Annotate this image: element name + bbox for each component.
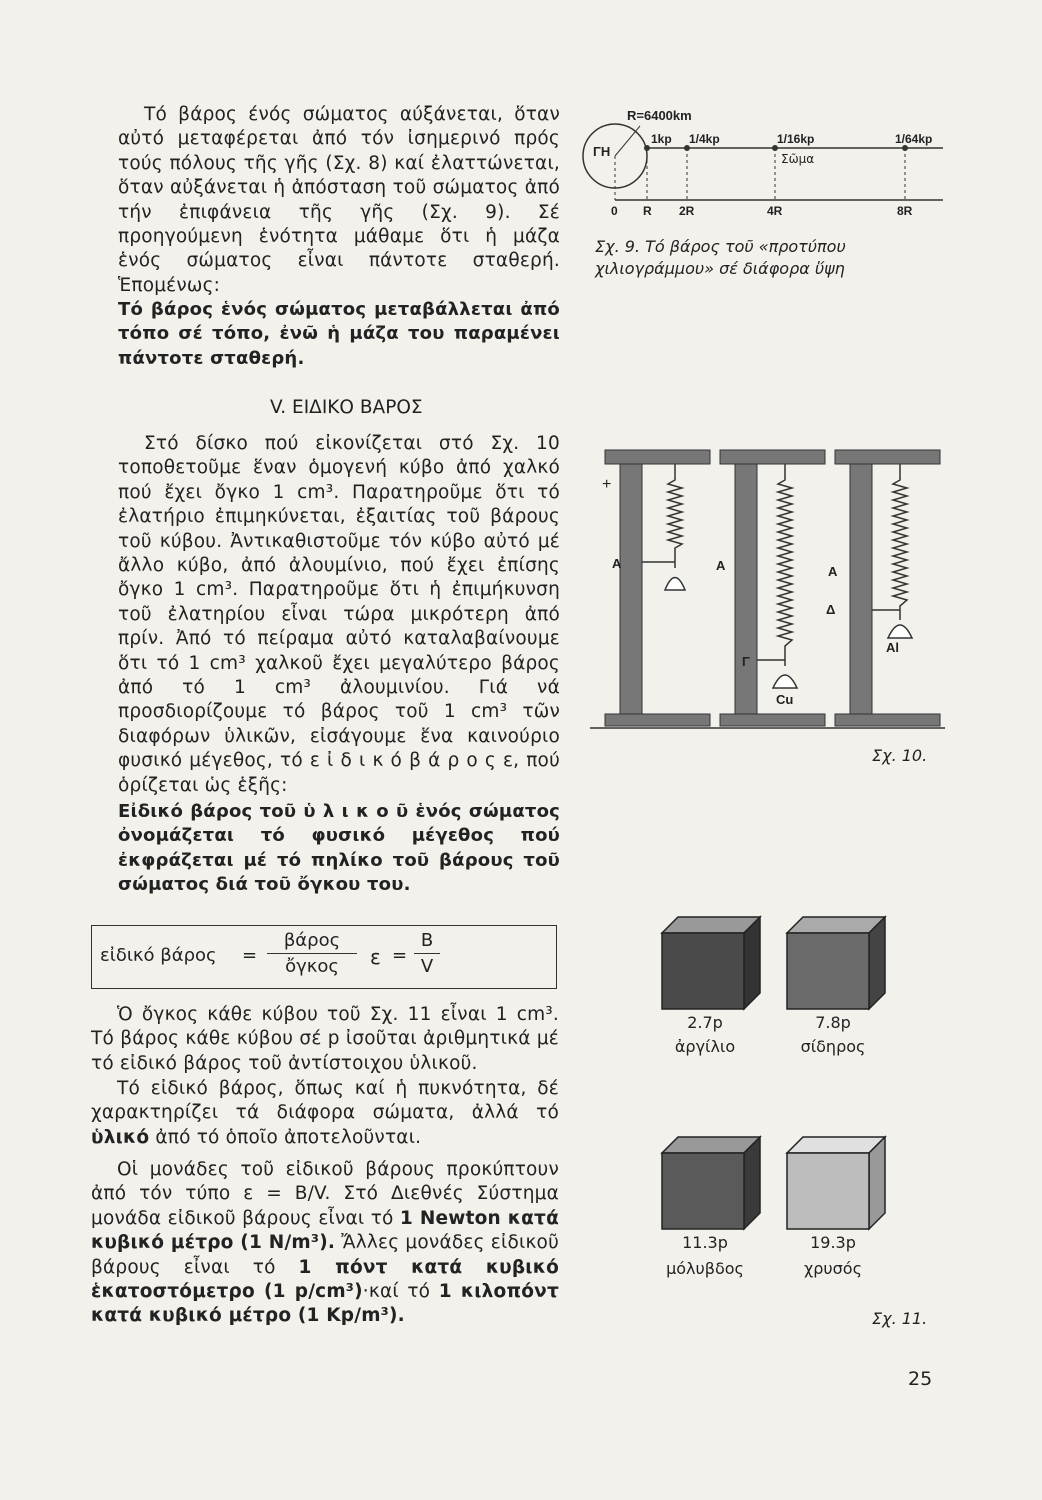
paragraph-weight-variation: Τό βάρος ένός σώματος αύξάνεται, ὅταν αὐτό μεταφέρεται ἀπό τόν ἰσημερινό πρός τούς πόλους τῆς γῆς (Σχ. 8) καί ἐλαττώνεται, ὅταν αὐξάνεται ἡ ἀπόσταση τοῦ σώματος ἀπό τήν ἐπιφάνεια τῆς γῆς (Σχ. 9). Σέ προηγούμενη ἑνότητα μάθαμε ὅτι ἡ μάζα ἑνός σώματος εἶναι πάντοτε σταθερή. Ἑπομένως:	[118, 104, 560, 296]
units-e: ·καί τό	[362, 1281, 431, 1303]
fig10-al-label: Al	[886, 640, 899, 655]
definition-end: ἑνός σώματος ὀνομάζεται τό φυσικό μέγεθος πού ἐκφράζεται μέ τό πηλίκο τοῦ βάρους τοῦ σώματος διά τοῦ ὄγκου του.	[118, 801, 561, 896]
cube-iron	[785, 915, 895, 1015]
fig11-caption: Σχ. 11.	[872, 1309, 928, 1328]
figure-9	[575, 100, 945, 290]
paragraph-material	[91, 1077, 559, 1150]
fig10-caption: Σχ. 10.	[872, 746, 928, 765]
fig9-weight-2: 1/4kp	[689, 132, 720, 146]
figure-10-diagram	[580, 440, 950, 740]
fig9-caption-num: Σχ. 9.	[595, 237, 641, 256]
formula-numerator-b: B	[414, 930, 440, 954]
fig10-a2: A	[716, 558, 726, 573]
fig10-delta: Δ	[826, 602, 836, 617]
figure-10	[580, 440, 950, 780]
page-number: 25	[908, 1368, 933, 1390]
fig9-caption-text: Τό βάρος τοῦ «προτύπου χιλιογράμμου» σέ διάφορα ὕψη	[595, 237, 846, 278]
cube-aluminium	[660, 915, 770, 1015]
fig10-cu-label: Cu	[776, 692, 794, 707]
formula-equals-1: =	[242, 945, 258, 966]
cube4-value: 19.3p	[810, 1233, 856, 1252]
units-a: Οἱ μονάδες τοῦ εἰδικοῦ βάρους προκύπτουν ἀπό τόν τύπο ε = B/V. Στό Διεθνές Σύστημα μονάδα εἰδικοῦ βάρους εἶναι τό	[91, 1159, 559, 1229]
formula-fraction-words	[267, 930, 357, 977]
units-c: Ἄλλες μονάδες εἰδικοῦ βάρους εἶναι τό	[91, 1232, 559, 1278]
cube3-name: μόλυβδος	[666, 1259, 744, 1278]
fig10-a1: A	[612, 556, 622, 571]
paragraph-experiment-end: ε, πού ὁρίζεται ὡς ἑξῆς:	[118, 750, 560, 796]
cube2-value: 7.8p	[815, 1013, 851, 1032]
fig9-tick-2r: 2R	[679, 204, 695, 218]
paragraph-units	[91, 1158, 559, 1329]
fig10-a3: A	[828, 564, 838, 579]
section-heading: V. ΕΙΔΙΚΟ ΒΑΡΟΣ	[270, 397, 423, 418]
formula-symbol: ε	[370, 945, 381, 969]
fig9-body-label: Σῶμα	[781, 152, 815, 166]
figure-11	[640, 905, 940, 1335]
paragraph-material-bold: ὑλικό	[91, 1126, 150, 1148]
fig9-earth-label: ΓΗ	[593, 144, 611, 159]
paragraph-cube-volume: Ὁ ὄγκος κάθε κύβου τοῦ Σχ. 11 εἶναι 1 cm³. Τό βάρος κάθε κύβου σέ p ἰσοῦται ἀριθμητικά μέ τό εἰδικό βάρος τοῦ ἀντίστοιχου ὑλικοῦ.	[91, 1004, 559, 1074]
cube4-name: χρυσός	[804, 1259, 862, 1278]
formula-numerator: βάρος	[267, 930, 357, 954]
fig9-radius: R=6400km	[627, 108, 692, 123]
formula-lhs: εἰδικό βάρος	[100, 945, 217, 966]
paragraph-experiment-text: Στό δίσκο πού εἰκονίζεται στό Σχ. 10 τοποθετοῦμε ἕναν ὁμογενή κύβο ἀπό χαλκό πού ἔχει ὄγκο 1 cm³. Παρατηροῦμε ὅτι τό ἐλατήριο ἐπιμηκύνεται, ἐξαιτίας τοῦ βάρους τοῦ κύβου. Ἀντικαθιστοῦμε τόν κύβο αὐτό μέ ἄλλο κύβο, ἀπό ἀλουμίνιο, πού ἔχει ἐπίσης ὄγκο 1 cm³. Παρατηροῦμε ὅτι ἡ ἐπιμήκυνση τοῦ ἐλατηρίου εἶναι τώρα μικρότερη ἀπό πρίν. Ἀπό τό πείραμα αὐτό καταλαβαίνουμε ὅτι τό 1 cm³ χαλκοῦ ἔχει μεγαλύτερο βάρος ἀπό τό 1 cm³ ἀλουμινίου. Γιά νά προσδιορίζουμε τό βάρος τοῦ 1 cm³ τῶν διαφόρων ὑλικῶν, εἰσάγουμε ἕνα καινούριο φυσικό μέγεθος, τό	[118, 433, 560, 772]
spaced-term: ε ἰ δ ι κ ό β ά ρ ο ς	[309, 750, 496, 772]
formula-equals-2: =	[392, 945, 408, 966]
bold-statement: Τό βάρος ἑνός σώματος μεταβάλλεται ἀπό τόπο σέ τόπο, ἐνῶ ἡ μάζα του παραμένει πάντοτε σταθερή.	[118, 299, 560, 369]
fig9-tick-r: R	[643, 204, 652, 218]
formula-box	[91, 925, 557, 989]
cube-gold	[785, 1135, 895, 1235]
cube3-value: 11.3p	[682, 1233, 728, 1252]
units-f: 1 κιλοπόντ κατά κυβικό μέτρο (1 Kp/m³).	[91, 1281, 559, 1327]
fig10-plus: +	[602, 476, 612, 493]
units-b: 1 Newton κατά κυβικό μέτρο (1 N/m³).	[91, 1207, 559, 1254]
cube1-value: 2.7p	[687, 1013, 723, 1032]
paragraph-experiment	[118, 432, 560, 798]
formula-denominator: ὄγκος	[285, 956, 339, 977]
fig10-gamma: Γ	[742, 654, 750, 669]
fig9-tick-8r: 8R	[897, 204, 913, 218]
formula-fraction-symbols	[414, 930, 440, 977]
fig9-caption	[595, 236, 945, 280]
fig9-tick-4r: 4R	[767, 204, 783, 218]
definition-spaced: ὑ λ ι κ ο ῦ	[303, 801, 409, 822]
cube-lead	[660, 1135, 770, 1235]
units-d: 1 πόντ κατά κυβικό ἑκατοστόμετρο (1 p/cm³)	[91, 1256, 559, 1303]
formula-denominator-v: V	[420, 956, 434, 977]
fig9-weight-3: 1/16kp	[777, 132, 815, 146]
cube2-name: σίδηρος	[800, 1037, 866, 1056]
paragraph-material-start: Τό εἰδικό βάρος, ὅπως καί ἡ πυκνότητα, δέ χαρακτηρίζει τά διάφορα σώματα, ἀλλά τό	[91, 1078, 559, 1124]
fig9-weight-1: 1kp	[651, 132, 672, 146]
definition-start: Εἰδικό βάρος τοῦ	[118, 801, 297, 822]
definition	[118, 800, 560, 898]
fig9-weight-4: 1/64kp	[895, 132, 933, 146]
cube1-name: ἀργίλιο	[674, 1037, 736, 1056]
paragraph-material-end: ἀπό τό ὁποῖο ἀποτελοῦνται.	[155, 1126, 422, 1148]
fig9-tick-0: 0	[611, 204, 618, 218]
